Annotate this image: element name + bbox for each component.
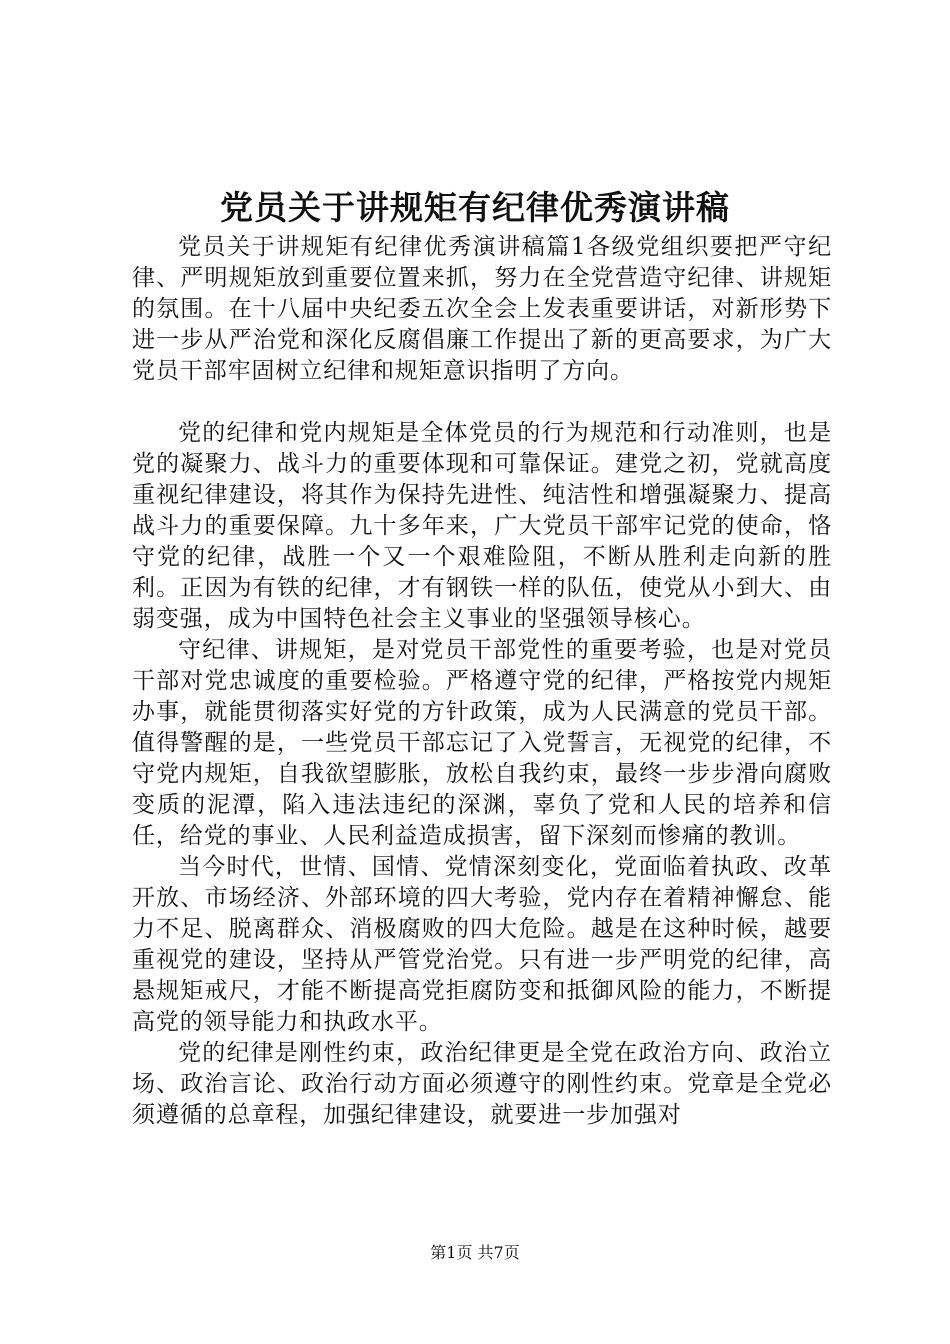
paragraph-4: 当今时代，世情、国情、党情深刻变化，党面临着执政、改革开放、市场经济、外部环境的四大考验，党内存在着精神懈怠、能力不足、脱离群众、消极腐败的四大危险。越是在这种时候，越要重视党的建设，坚持从严管党治党。只有进一步严明党的纪律，高悬规矩戒尺，才能不断提高党拒腐防变和抵御风险的能力，不断提高党的领导能力和执政水平。	[132, 854, 832, 1035]
document-title: 党员关于讲规矩有纪律优秀演讲稿	[220, 188, 730, 227]
document-body	[132, 232, 832, 1131]
paragraph-5: 党的纪律是刚性约束，政治纪律更是全党在政治方向、政治立场、政治言论、政治行动方面必须遵守的刚性约束。党章是全党必须遵循的总章程，加强纪律建设，就要进一步加强对	[132, 1040, 832, 1128]
paragraph-3: 守纪律、讲规矩，是对党员干部党性的重要考验，也是对党员干部对党忠诚度的重要检验。严格遵守党的纪律，严格按党内规矩办事，就能贯彻落实好党的方针政策，成为人民满意的党员干部。值得警醒的是，一些党员干部忘记了入党誓言，无视党的纪律，不守党内规矩，自我欲望膨胀，放松自我约束，最终一步步滑向腐败变质的泥潭，陷入违法违纪的深渊，辜负了党和人民的培养和信任，给党的事业、人民利益造成损害，留下深刻而惨痛的教训。	[132, 637, 832, 849]
paragraph-2: 党的纪律和党内规矩是全体党员的行为规范和行动准则，也是党的凝聚力、战斗力的重要体现和可靠保证。建党之初，党就高度重视纪律建设，将其作为保持先进性、纯洁性和增强凝聚力、提高战斗力的重要保障。九十多年来，广大党员干部牢记党的使命，恪守党的纪律，战胜一个又一个艰难险阻，不断从胜利走向新的胜利。正因为有铁的纪律，才有钢铁一样的队伍，使党从小到大、由弱变强，成为中国特色社会主义事业的坚强领导核心。	[132, 420, 832, 632]
paragraph-1: 党员关于讲规矩有纪律优秀演讲稿篇1各级党组织要把严守纪律、严明规矩放到重要位置来抓，努力在全党营造守纪律、讲规矩的氛围。在十八届中央纪委五次全会上发表重要讲话，对新形势下进一步从严治党和深化反腐倡廉工作提出了新的更高要求，为广大党员干部牢固树立纪律和规矩意识指明了方向。	[132, 234, 832, 384]
page-number-footer: 第1页 共7页	[430, 1243, 520, 1262]
